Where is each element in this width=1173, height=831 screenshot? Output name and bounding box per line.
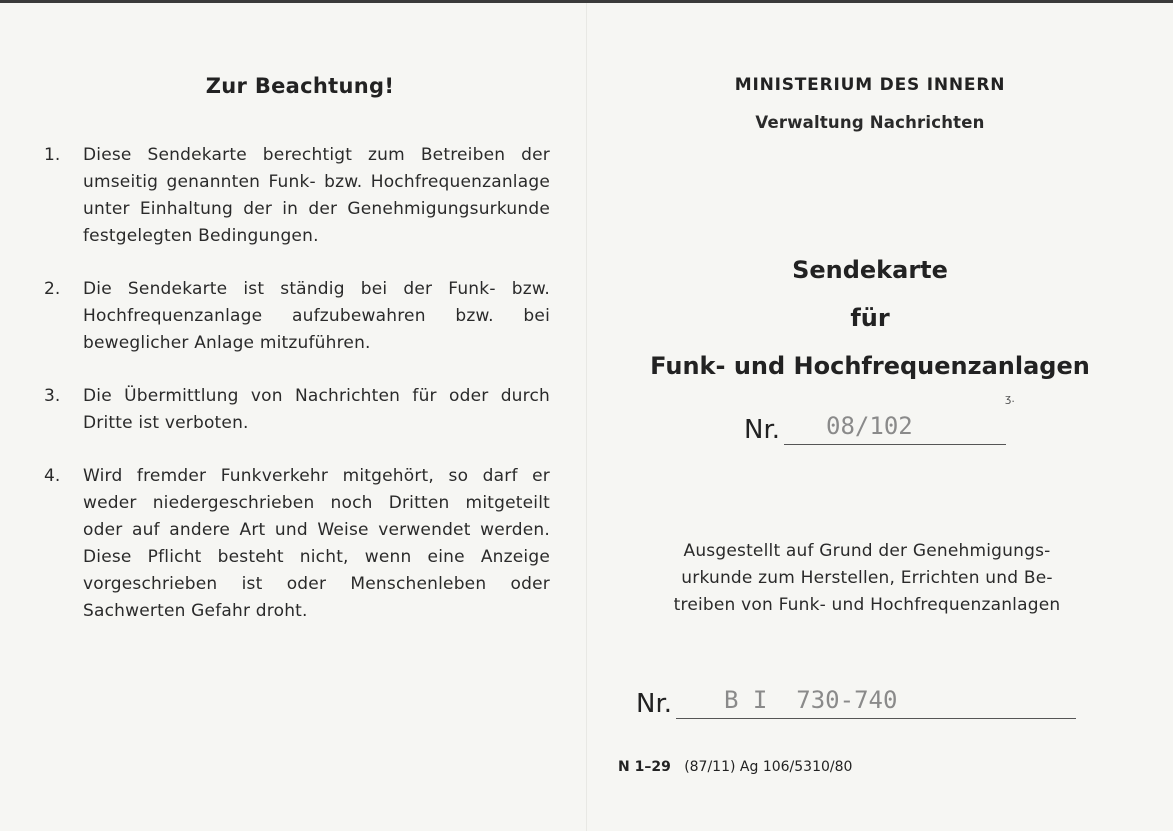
issued-line: Ausgestellt auf Grund der Genehmigungs-: [683, 541, 1051, 561]
card-number-field: [784, 414, 1006, 445]
list-item: [44, 383, 550, 437]
department-name: Verwaltung Nachrichten: [755, 113, 985, 132]
pen-mark: ʒ.: [1005, 392, 1015, 405]
issued-line: urkunde zum Herstellen, Errichten und Be-: [681, 568, 1053, 588]
notice-heading: Zur Beachtung!: [205, 74, 395, 98]
rule-text: Die Sendekarte ist ständig bei der Funk- bzw. Hochfrequenzanlage aufzubewahren bzw. bei beweglicher Anlage mitzuführen.: [83, 279, 550, 353]
rules-list: [44, 142, 550, 651]
issued-line: treiben von Funk- und Hochfrequenzanlagen: [673, 595, 1061, 615]
rule-number: 3.: [44, 386, 61, 406]
list-item: [44, 463, 550, 625]
license-number-field: [676, 688, 1076, 719]
form-code-details: (87/11) Ag 106/5310/80: [684, 759, 853, 775]
rule-text: Die Übermittlung von Nachrichten für oder durch Dritte ist verboten.: [83, 386, 550, 433]
card-title: [600, 246, 1140, 390]
rule-number: 4.: [44, 466, 61, 486]
card-title-line: für: [850, 304, 890, 332]
license-number-value: B I 730-740: [724, 686, 898, 714]
form-code: [618, 759, 852, 775]
license-number-row: [636, 688, 1076, 719]
card-number-label: Nr.: [744, 415, 781, 445]
ministry-name: MINISTERIUM DES INNERN: [734, 75, 1006, 95]
list-item: [44, 142, 550, 250]
card-number-row: [744, 414, 1006, 445]
list-item: [44, 276, 550, 357]
rule-text: Diese Sendekarte berechtigt zum Betreiben der umseitig genannten Funk- bzw. Hochfrequenzanlage unter Einhaltung der in der Genehmigungsurkunde festgelegten Bedingungen.: [83, 145, 550, 246]
card-number-value: 08/102: [826, 412, 913, 440]
rule-text: Wird fremder Funkverkehr mitgehört, so darf er weder niedergeschrieben noch Dritten mitgeteilt oder auf andere Art und Weise verwendet werden. Diese Pflicht besteht nicht, wenn eine Anzeige vorgeschrieben ist oder Menschenleben oder Sachwerten Gefahr droht.: [83, 466, 550, 621]
card-title-line: Sendekarte: [792, 256, 948, 284]
license-number-label: Nr.: [636, 689, 673, 719]
rule-number: 1.: [44, 145, 61, 165]
card-title-line: Funk- und Hochfrequenzanlagen: [650, 352, 1090, 380]
issued-statement: [612, 538, 1122, 619]
form-code-id: N 1–29: [618, 759, 671, 775]
rule-number: 2.: [44, 279, 61, 299]
fold-line: [586, 3, 587, 831]
